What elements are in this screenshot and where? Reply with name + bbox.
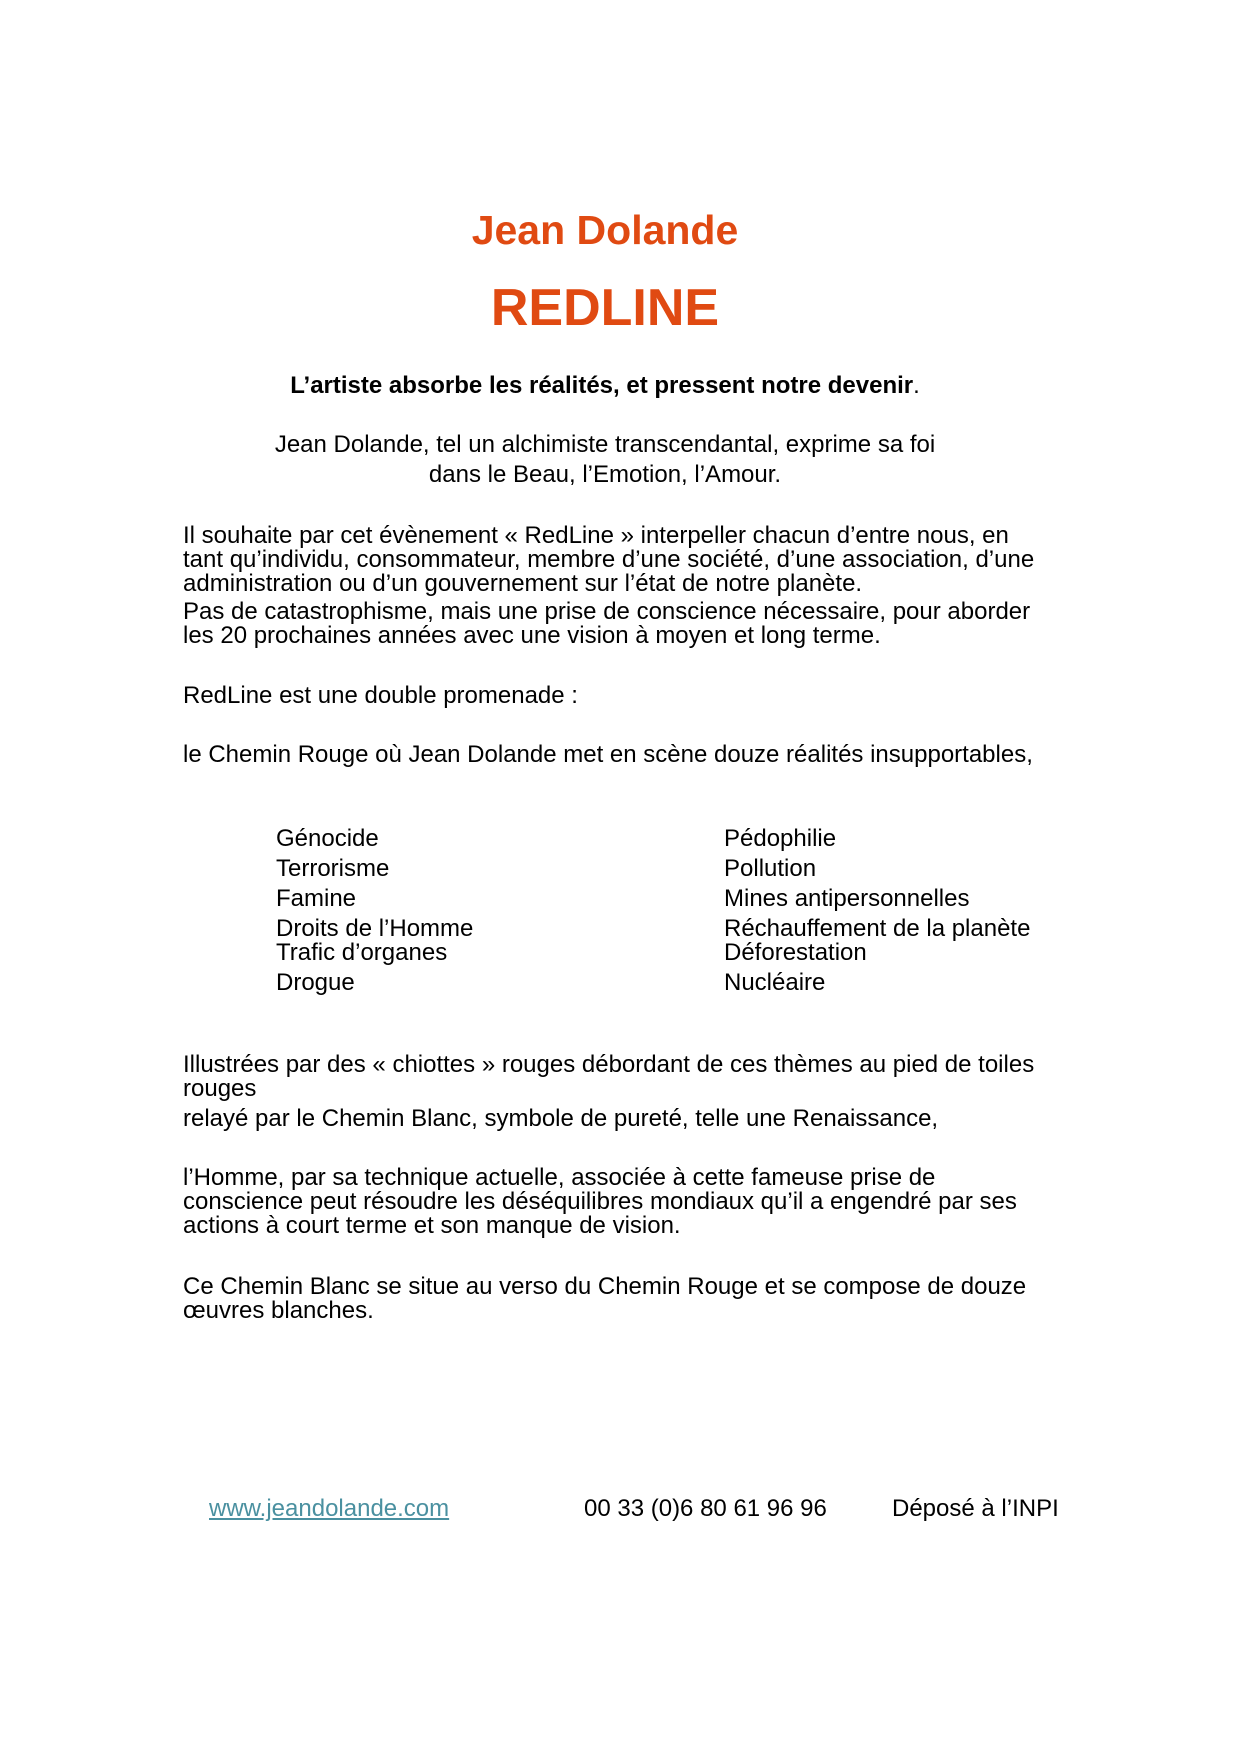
list-item: Terrorisme xyxy=(276,855,390,882)
list-item: Trafic d’organes xyxy=(276,939,448,966)
list-item: Pollution xyxy=(724,855,817,882)
list-item: Déforestation xyxy=(724,939,867,966)
paragraph-8-line-2: œuvres blanches. xyxy=(183,1297,374,1324)
artist-name: Jean Dolande xyxy=(471,207,739,253)
paragraph-2 xyxy=(183,600,1083,648)
paragraph-1-line-3: administration ou d’un gouvernement sur l’état de notre planète. xyxy=(183,570,863,597)
paragraph-8-line-1: Ce Chemin Blanc se situe au verso du Chemin Rouge et se compose de douze xyxy=(183,1273,1027,1300)
list-item: Drogue xyxy=(276,969,355,996)
tagline xyxy=(0,372,1210,400)
list-item: Réchauffement de la planète xyxy=(724,915,1031,942)
intro xyxy=(0,430,1210,490)
paragraph-4: le Chemin Rouge où Jean Dolande met en scène douze réalités insupportables, xyxy=(183,741,1033,768)
paragraph-1 xyxy=(183,524,1083,596)
tagline-bold: L’artiste absorbe les réalités, et pressent notre devenir xyxy=(290,372,914,399)
paragraph-5 xyxy=(183,1053,1083,1101)
paragraph-7-line-1: l’Homme, par sa technique actuelle, associée à cette fameuse prise de xyxy=(183,1164,936,1191)
list-item: Droits de l’Homme xyxy=(276,915,474,942)
tagline-end: . xyxy=(913,372,920,399)
realities-list-left xyxy=(276,824,676,998)
paragraph-1-line-1: Il souhaite par cet évènement « RedLine » interpeller chacun d’entre nous, en xyxy=(183,522,1009,549)
list-item: Nucléaire xyxy=(724,969,826,996)
paragraph-7-line-2: conscience peut résoudre les déséquilibres mondiaux qu’il a engendré par ses xyxy=(183,1188,1017,1215)
paragraph-5-line-1: Illustrées par des « chiottes » rouges débordant de ces thèmes au pied de toiles xyxy=(183,1051,1035,1078)
realities-list-right xyxy=(724,824,1124,998)
paragraph-5-line-2: rouges xyxy=(183,1075,257,1102)
paragraph-1-line-2: tant qu’individu, consommateur, membre d’une société, d’une association, d’une xyxy=(183,546,1035,573)
legal-notice: Déposé à l’INPI xyxy=(892,1495,1059,1522)
intro-line-1: Jean Dolande, tel un alchimiste transcendantal, exprime sa foi xyxy=(274,431,936,458)
phone-number: 00 33 (0)6 80 61 96 96 xyxy=(584,1495,827,1522)
paragraph-7-line-3: actions à court terme et son manque de vision. xyxy=(183,1212,681,1239)
list-item: Mines antipersonnelles xyxy=(724,885,970,912)
paragraph-7 xyxy=(183,1166,1083,1238)
page-title: REDLINE xyxy=(490,279,720,337)
paragraph-3: RedLine est une double promenade : xyxy=(183,682,578,709)
list-item: Pédophilie xyxy=(724,825,837,852)
list-item: Génocide xyxy=(276,825,379,852)
website-link[interactable]: www.jeandolande.com xyxy=(209,1495,450,1522)
intro-line-2: dans le Beau, l’Emotion, l’Amour. xyxy=(428,461,782,488)
paragraph-8 xyxy=(183,1275,1083,1323)
paragraph-6: relayé par le Chemin Blanc, symbole de pureté, telle une Renaissance, xyxy=(183,1105,939,1132)
paragraph-2-line-1: Pas de catastrophisme, mais une prise de conscience nécessaire, pour aborder xyxy=(183,598,1031,625)
paragraph-2-line-2: les 20 prochaines années avec une vision à moyen et long terme. xyxy=(183,622,881,649)
list-item: Famine xyxy=(276,885,357,912)
